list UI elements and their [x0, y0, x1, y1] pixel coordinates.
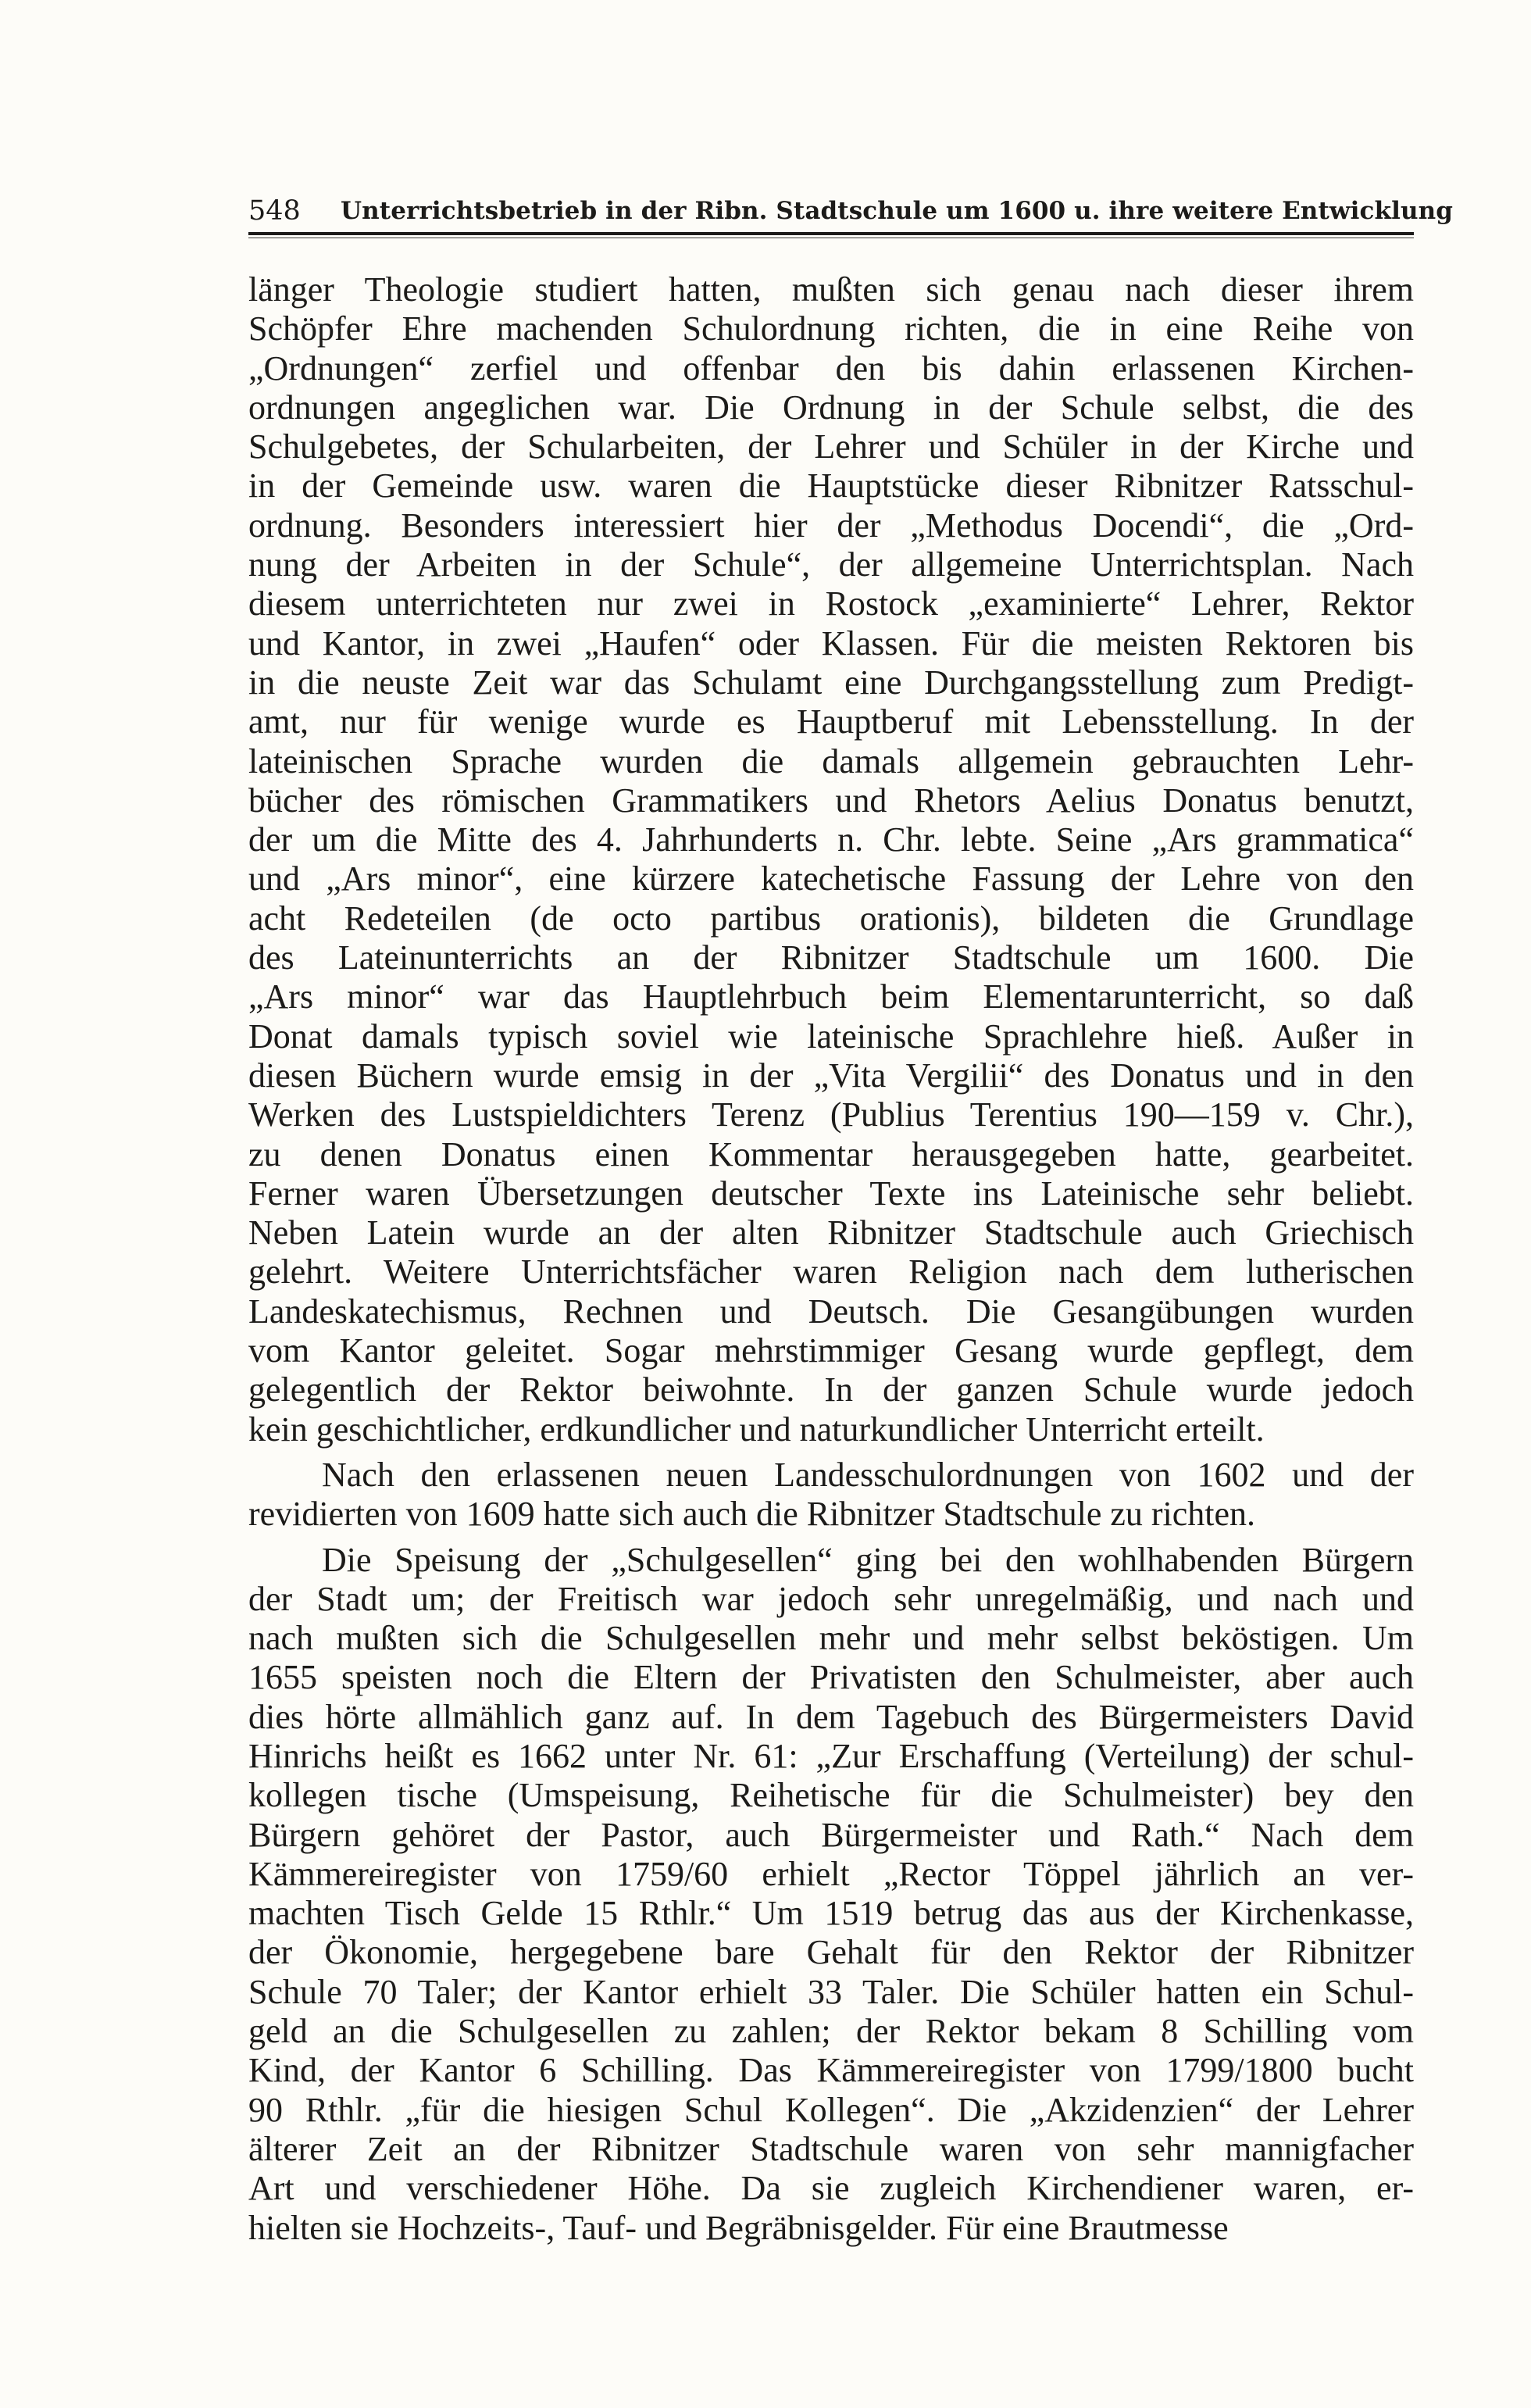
paragraph	[248, 1541, 1414, 2248]
text-line: dies hörte allmählich ganz auf. In dem Tagebuch des Bürgermeisters David	[248, 1697, 1414, 1736]
text-line: nach mußten sich die Schulgesellen mehr und mehr selbst beköstigen. Um	[248, 1619, 1414, 1658]
paragraph-gap	[248, 1449, 1414, 1456]
text-line: Ferner waren Übersetzungen deutscher Texte ins Lateinische sehr beliebt.	[248, 1174, 1414, 1213]
body-text	[248, 270, 1414, 2248]
text-line: diesen Büchern wurde emsig in der „Vita Vergilii“ des Donatus und in den	[248, 1056, 1414, 1095]
paragraph	[248, 1456, 1414, 1534]
header-rule-thick	[248, 232, 1414, 235]
text-line: zu denen Donatus einen Kommentar herausgegeben hatte, gearbeitet.	[248, 1134, 1414, 1174]
text-line: diesem unterrichteten nur zwei in Rostock „examinierte“ Lehrer, Rektor	[248, 584, 1414, 623]
text-line: ordnung. Besonders interessiert hier der „Methodus Docendi“, die „Ord-	[248, 506, 1414, 545]
text-line: Art und verschiedener Höhe. Da sie zugleich Kirchendiener waren, er-	[248, 2169, 1414, 2208]
paragraph-gap	[248, 1534, 1414, 1541]
text-line: älterer Zeit an der Ribnitzer Stadtschule waren von sehr mannigfacher	[248, 2129, 1414, 2168]
text-line: der Ökonomie, hergegebene bare Gehalt für den Rektor der Ribnitzer	[248, 1933, 1414, 1972]
text-line: hielten sie Hochzeits-, Tauf- und Begräbnisgelder. Für eine Brautmesse	[248, 2208, 1229, 2247]
text-line: Kämmereiregister von 1759/60 erhielt „Rector Töppel jährlich an ver-	[248, 1854, 1414, 1893]
text-line: nung der Arbeiten in der Schule“, der allgemeine Unterrichtsplan. Nach	[248, 545, 1414, 584]
page-number: 548	[248, 195, 301, 227]
text-line: machten Tisch Gelde 15 Rthlr.“ Um 1519 betrug das aus der Kirchenkasse,	[248, 1894, 1414, 1933]
text-line: bücher des römischen Grammatikers und Rhetors Aelius Donatus benutzt,	[248, 781, 1414, 820]
text-line: Neben Latein wurde an der alten Ribnitzer Stadtschule auch Griechisch	[248, 1213, 1414, 1252]
text-line: der Stadt um; der Freitisch war jedoch sehr unregelmäßig, und nach und	[248, 1579, 1414, 1618]
text-line: 90 Rthlr. „für die hiesigen Schul Kollegen“. Die „Akzidenzien“ der Lehrer	[248, 2090, 1414, 2129]
text-line: kein geschichtlicher, erdkundlicher und naturkundlicher Unterricht erteilt.	[248, 1409, 1265, 1449]
text-line: Nach den erlassenen neuen Landesschulordnungen von 1602 und der	[322, 1455, 1414, 1494]
text-line: acht Redeteilen (de octo partibus orationis), bildeten die Grundlage	[248, 899, 1414, 938]
text-line: des Lateinunterrichts an der Ribnitzer Stadtschule um 1600. Die	[248, 938, 1414, 977]
text-line: und „Ars minor“, eine kürzere katechetische Fassung der Lehre von den	[248, 859, 1414, 899]
text-line: kollegen tische (Umspeisung, Reihetische für die Schulmeister) bey den	[248, 1776, 1414, 1815]
text-line: Hinrichs heißt es 1662 unter Nr. 61: „Zur Erschaffung (Verteilung) der schul-	[248, 1736, 1414, 1775]
text-line: Schöpfer Ehre machenden Schulordnung richten, die in eine Reihe von	[248, 309, 1414, 348]
text-line: 1655 speisten noch die Eltern der Privatisten den Schulmeister, aber auch	[248, 1658, 1414, 1697]
text-line: der um die Mitte des 4. Jahrhunderts n. Chr. lebte. Seine „Ars grammatica“	[248, 820, 1414, 859]
running-header	[248, 192, 1454, 230]
text-line: Werken des Lustspieldichters Terenz (Publius Terentius 190—159 v. Chr.),	[248, 1095, 1414, 1134]
text-line: Kind, der Kantor 6 Schilling. Das Kämmereiregister von 1799/1800 bucht	[248, 2051, 1414, 2090]
text-line: „Ars minor“ war das Hauptlehrbuch beim Elementarunterricht, so daß	[248, 977, 1414, 1016]
text-line: in der Gemeinde usw. waren die Hauptstücke dieser Ribnitzer Ratsschul-	[248, 466, 1414, 506]
text-line: Bürgern gehöret der Pastor, auch Bürgermeister und Rath.“ Nach dem	[248, 1815, 1414, 1854]
text-line: vom Kantor geleitet. Sogar mehrstimmiger Gesang wurde gepflegt, dem	[248, 1331, 1414, 1370]
text-line: Schule 70 Taler; der Kantor erhielt 33 Taler. Die Schüler hatten ein Schul-	[248, 1972, 1414, 2011]
text-line: „Ordnungen“ zerfiel und offenbar den bis dahin erlassenen Kirchen-	[248, 348, 1414, 388]
text-line: länger Theologie studiert hatten, mußten sich genau nach dieser ihrem	[248, 270, 1414, 309]
text-line: Schulgebetes, der Schularbeiten, der Lehrer und Schüler in der Kirche und	[248, 427, 1414, 466]
text-line: Die Speisung der „Schulgesellen“ ging bei den wohlhabenden Bürgern	[322, 1540, 1414, 1579]
text-line: amt, nur für wenige wurde es Hauptberuf mit Lebensstellung. In der	[248, 702, 1414, 741]
running-title: Unterrichtsbetrieb in der Ribn. Stadtschule um 1600 u. ihre weitere Entwicklung	[341, 197, 1454, 225]
text-line: gelehrt. Weitere Unterrichtsfächer waren Religion nach dem lutherischen	[248, 1252, 1414, 1292]
text-line: Donat damals typisch soviel wie lateinische Sprachlehre hieß. Außer in	[248, 1016, 1414, 1056]
text-line: und Kantor, in zwei „Haufen“ oder Klassen. Für die meisten Rektoren bis	[248, 623, 1414, 663]
text-line: revidierten von 1609 hatte sich auch die Ribnitzer Stadtschule zu richten.	[248, 1495, 1256, 1534]
text-line: ordnungen angeglichen war. Die Ordnung in der Schule selbst, die des	[248, 388, 1414, 427]
paragraph	[248, 270, 1414, 1449]
text-line: gelegentlich der Rektor beiwohnte. In der ganzen Schule wurde jedoch	[248, 1370, 1414, 1409]
text-line: in die neuste Zeit war das Schulamt eine Durchgangsstellung zum Predigt-	[248, 663, 1414, 702]
text-line: lateinischen Sprache wurden die damals allgemein gebrauchten Lehr-	[248, 741, 1414, 781]
text-line: geld an die Schulgesellen zu zahlen; der Rektor bekam 8 Schilling vom	[248, 2012, 1414, 2051]
text-line: Landeskatechismus, Rechnen und Deutsch. Die Gesangübungen wurden	[248, 1292, 1414, 1331]
